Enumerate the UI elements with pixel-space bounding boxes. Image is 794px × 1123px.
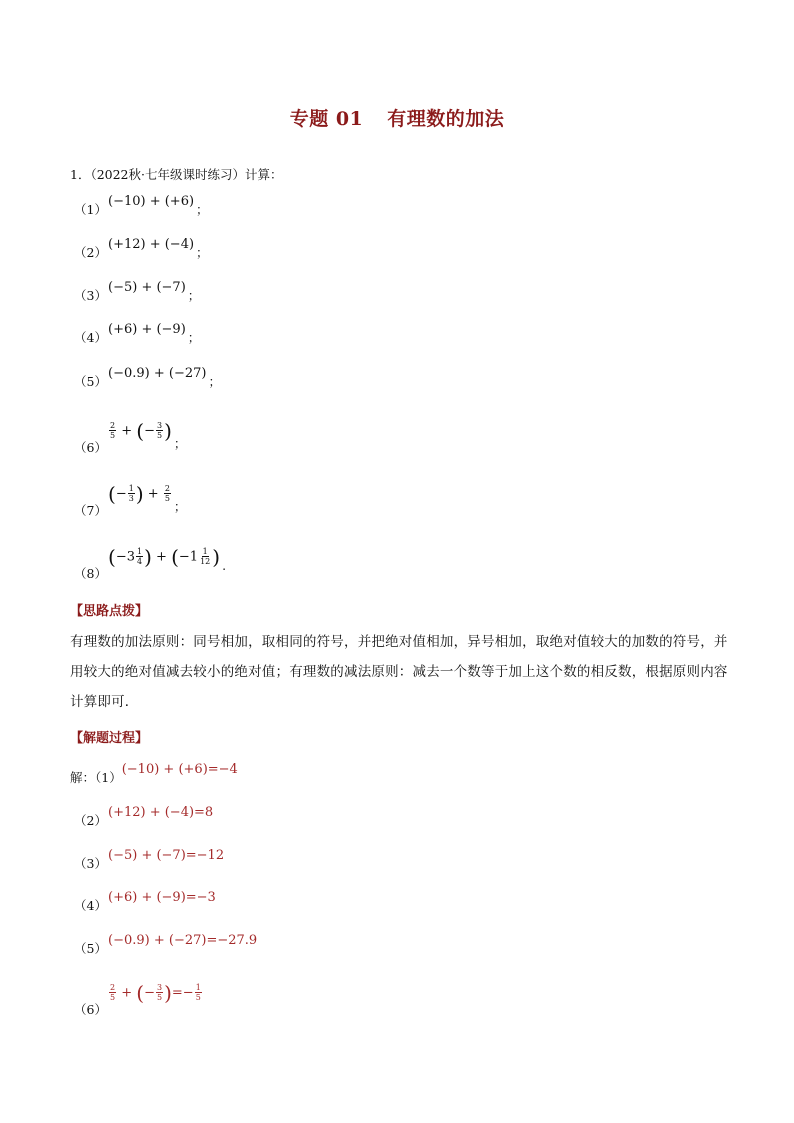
solution-prefix: 解： (70, 770, 96, 785)
problem-1 (74, 194, 209, 218)
question-intro: 1．（2022秋·七年级课时练习）计算： (70, 167, 283, 182)
problem-8 (74, 544, 227, 581)
problem-label: （7） (74, 503, 107, 518)
solution-label: （6） (74, 1002, 107, 1017)
problem-7 (74, 481, 187, 518)
problem-expression: (+12) + (−4) (108, 237, 195, 252)
solution-expression: (+12) + (−4)=8 (108, 805, 214, 820)
solution-5 (74, 933, 258, 957)
problem-label: （1） (74, 202, 107, 217)
page-title (0, 104, 794, 131)
problem-label: （5） (74, 374, 107, 389)
solution-label: （4） (74, 898, 107, 913)
problem-label: （8） (74, 566, 107, 581)
solution-expression: $\frac{2}{5}$ + (− $\frac{3}{5}$ )=− $\frac{1}{5}$ (110, 980, 201, 1005)
solution-4 (74, 890, 216, 914)
title-topic-name: 有理数的加法 (387, 108, 505, 130)
problem-expression: $\frac{2}{5}$ + (− $\frac{3}{5}$ ) (110, 418, 172, 443)
solution-label: （1） (95, 770, 122, 785)
solution-2 (74, 805, 214, 829)
solution-expression: (+6) + (−9)=−3 (108, 890, 216, 905)
solution-label: （2） (74, 813, 107, 828)
problem-expression: (−0.9) + (−27) (108, 366, 207, 381)
problem-3 (74, 280, 201, 304)
problem-4 (74, 322, 201, 346)
problem-end: ； (196, 202, 209, 217)
problem-expression: (+6) + (−9) (108, 322, 186, 337)
solution-1 (70, 762, 238, 786)
title-topic-number: 专题 01 (289, 108, 364, 130)
problem-5 (74, 366, 221, 390)
problem-end: ； (196, 245, 209, 260)
problem-end: ； (187, 330, 201, 345)
problem-end: ； (173, 499, 187, 514)
solution-expression: (−5) + (−7)=−12 (108, 848, 225, 863)
solution-label: （5） (74, 941, 107, 956)
problem-2 (74, 237, 209, 261)
solution-6 (74, 980, 203, 1017)
solution-expression: (−0.9) + (−27)=−27.9 (108, 933, 258, 948)
problem-end: ； (208, 374, 221, 389)
solution-3 (74, 848, 225, 872)
problem-label: （2） (74, 245, 107, 260)
solution-expression: (−10) + (+6)=−4 (121, 762, 238, 777)
problem-expression: (− $\frac{1}{3}$ ) + $\frac{2}{5}$ (108, 481, 170, 506)
solution-label: （3） (74, 856, 107, 871)
solution-heading: 【解题过程】 (70, 731, 149, 746)
problem-end: ； (173, 436, 187, 451)
problem-end: ； (187, 288, 201, 303)
hint-heading: 【思路点拨】 (70, 604, 149, 619)
problem-expression: (−3 $\frac{1}{4}$ ) + (−1 $\frac{1}{12}$ ) (108, 544, 221, 569)
problem-6 (74, 418, 187, 455)
hint-paragraph: 有理数的加法原则：同号相加，取相同的符号，并把绝对值相加，异号相加，取绝对值较大的加数的符号，并用较大的绝对值减去较小的绝对值；有理数的减法原则：减去一个数等于加上这个数的相反数，根据原则内容计算即可． (70, 634, 728, 710)
problem-end: . (222, 558, 227, 573)
problem-expression: (−10) + (+6) (108, 194, 195, 209)
problem-label: （3） (74, 288, 107, 303)
problem-label: （6） (74, 440, 107, 455)
problem-label: （4） (74, 330, 107, 345)
problem-expression: (−5) + (−7) (108, 280, 186, 295)
